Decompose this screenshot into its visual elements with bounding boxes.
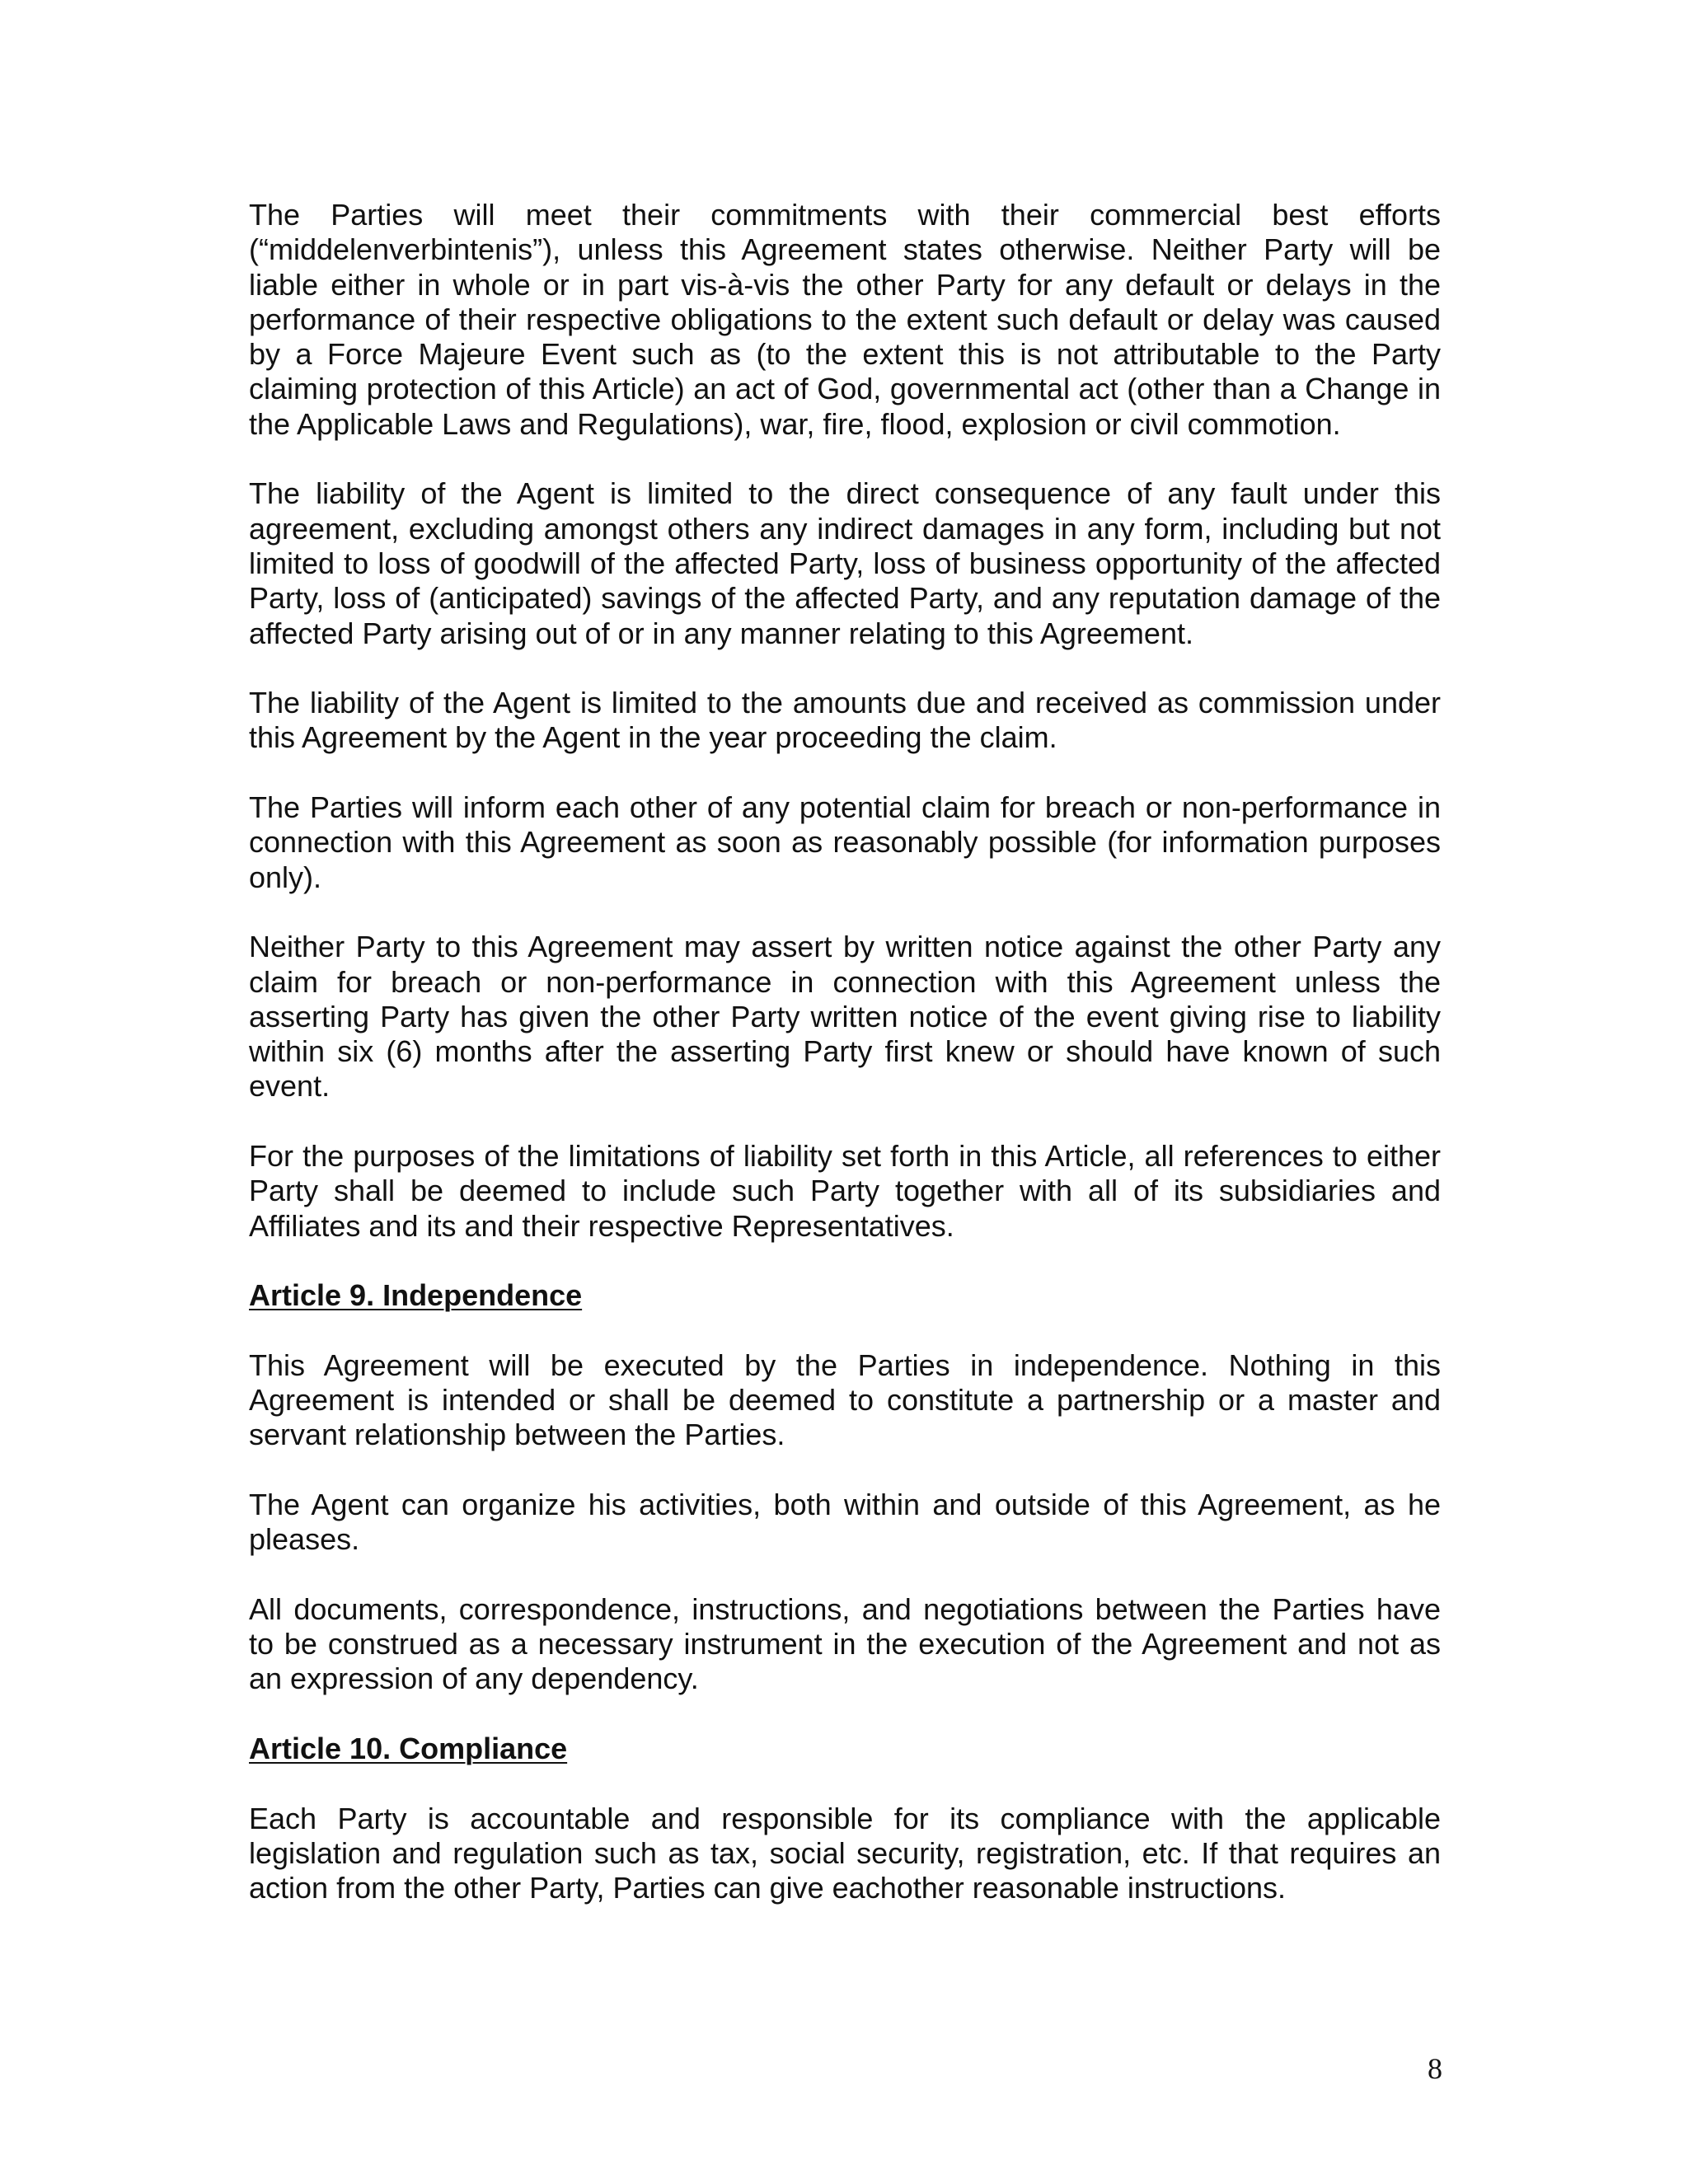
paragraph-agent-activities: The Agent can organize his activities, both within and outside of this Agreement, as he pleases. (249, 1487, 1441, 1557)
paragraph-agent-liability-scope: The liability of the Agent is limited to the direct consequence of any fault under this agreement, excluding amongst others any indirect damages in any form, including but not limited to loss of goodwill of the affected Party, loss of business opportunity of the affected Party, loss of (anticipated) savings of the affected Party, and any reputation damage of the affected Party arising out of or in any manner relating to this Agreement. (249, 476, 1441, 650)
document-body (249, 198, 1441, 1906)
section-heading-article-10: Article 10. Compliance (249, 1732, 568, 1766)
paragraph-compliance: Each Party is accountable and responsible for its compliance with the applicable legislation and regulation such as tax, social security, registration, etc. If that requires an action from the other Party, Parties can give eachother reasonable instructions. (249, 1801, 1441, 1905)
paragraph-agent-liability-cap: The liability of the Agent is limited to the amounts due and received as commission under this Agreement by the Agent in the year proceeding the claim. (249, 686, 1441, 755)
paragraph-party-definition: For the purposes of the limitations of liability set forth in this Article, all references to either Party shall be deemed to include such Party together with all of its subsidiaries and Affiliates and its and their respective Representatives. (249, 1139, 1441, 1243)
paragraph-independence: This Agreement will be executed by the Parties in independence. Nothing in this Agreement is intended or shall be deemed to constitute a partnership or a master and servant relationship between the Parties. (249, 1347, 1441, 1452)
page-number: 8 (1428, 2052, 1442, 2085)
paragraph-claim-notification: The Parties will inform each other of any potential claim for breach or non-performance in connection with this Agreement as soon as reasonably possible (for information purposes only). (249, 790, 1441, 894)
paragraph-claim-time-limit: Neither Party to this Agreement may assert by written notice against the other Party any claim for breach or non-performance in connection with this Agreement unless the asserting Party has given the other Party written notice of the event giving rise to liability within six (6) months after the asserting Party first knew or should have known of such event. (249, 930, 1441, 1104)
paragraph-documents-instruments: All documents, correspondence, instructions, and negotiations between the Parties have to be construed as a necessary instrument in the execution of the Agreement and not as an expression of any dependency. (249, 1591, 1441, 1696)
section-heading-article-9: Article 9. Independence (249, 1278, 583, 1313)
paragraph-force-majeure: The Parties will meet their commitments with their commercial best efforts (“middelenverbintenis”), unless this Agreement states otherwise. Neither Party will be liable either in whole or in part vis-à-vis the other Party for any default or delays in the performance of their respective obligations to the extent such default or delay was caused by a Force Majeure Event such as (to the extent this is not attributable to the Party claiming protection of this Article) an act of God, governmental act (other than a Change in the Applicable Laws and Regulations), war, fire, flood, explosion or civil commotion. (249, 198, 1441, 441)
